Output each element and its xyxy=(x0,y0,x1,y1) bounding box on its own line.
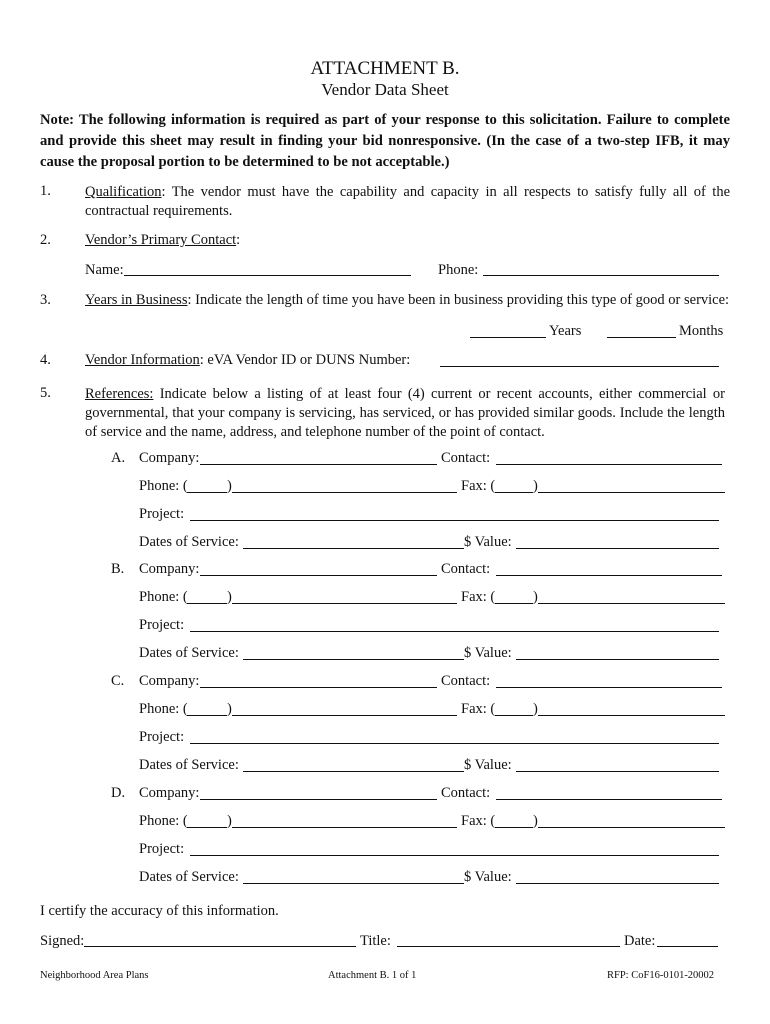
reference-letter: B. xyxy=(111,561,125,577)
company-label: Company: xyxy=(139,785,200,801)
dates-field[interactable] xyxy=(243,659,464,660)
phone-paren: ) xyxy=(227,589,232,605)
phone-area-code-field[interactable] xyxy=(187,715,227,716)
years-label: Years xyxy=(549,323,582,339)
fax-field[interactable] xyxy=(538,827,725,828)
project-field[interactable] xyxy=(190,743,719,744)
item-2-paragraph: Vendor’s Primary Contact: xyxy=(85,232,241,248)
company-label: Company: xyxy=(139,673,200,689)
value-label: $ Value: xyxy=(464,757,512,773)
contact-phone-field[interactable] xyxy=(483,275,719,276)
note-paragraph: Note: The following information is required as part of your response to this solicitation. Failure to complete and provide this sheet may result in finding your bid nonresponsive. (In the case of a two-step IFB, it may cause the proposal portion to be determined to be not acceptable.) xyxy=(40,112,730,170)
phone-area-code-field[interactable] xyxy=(187,492,227,493)
project-label: Project: xyxy=(139,617,185,633)
item-1-text: : The vendor must have the capability and capacity in all respects to satisfy fully all of the contractual requirements. xyxy=(85,184,730,219)
value-label: $ Value: xyxy=(464,869,512,885)
value-label: $ Value: xyxy=(464,534,512,550)
reference-letter: A. xyxy=(111,450,126,466)
contact-field[interactable] xyxy=(496,687,722,688)
item-4-heading: Vendor Information xyxy=(85,352,200,368)
project-label: Project: xyxy=(139,729,185,745)
fax-field[interactable] xyxy=(538,715,725,716)
phone-area-code-field[interactable] xyxy=(187,603,227,604)
company-field[interactable] xyxy=(200,464,437,465)
phone-field[interactable] xyxy=(232,492,457,493)
company-field[interactable] xyxy=(200,575,437,576)
phone-paren: ) xyxy=(227,701,232,717)
item-1-heading: Qualification xyxy=(85,184,162,200)
contact-name-field[interactable] xyxy=(124,275,411,276)
contact-label: Contact: xyxy=(441,561,491,577)
contact-phone-label: Phone: xyxy=(438,262,479,278)
phone-label: Phone: ( xyxy=(139,478,188,494)
contact-field[interactable] xyxy=(496,799,722,800)
value-field[interactable] xyxy=(516,771,719,772)
footer-page-number: Attachment B. 1 of 1 xyxy=(328,970,417,981)
contact-label: Contact: xyxy=(441,673,491,689)
page-title: ATTACHMENT B. xyxy=(310,58,460,79)
years-field[interactable] xyxy=(470,337,546,338)
phone-field[interactable] xyxy=(232,827,457,828)
phone-label: Phone: ( xyxy=(139,813,188,829)
fax-area-code-field[interactable] xyxy=(495,715,533,716)
item-5-paragraph: References: Indicate below a listing of at least four (4) current or recent accounts, either commercial or governmental, that your company is servicing, has serviced, or has provided similar goods. Include the length of service and the name, address, and telephone number of the point of contact. xyxy=(85,386,725,440)
months-field[interactable] xyxy=(607,337,676,338)
dates-field[interactable] xyxy=(243,548,464,549)
footer-left: Neighborhood Area Plans xyxy=(40,970,149,981)
item-4-paragraph: Vendor Information: eVA Vendor ID or DUNS Number: xyxy=(85,352,411,368)
dates-label: Dates of Service: xyxy=(139,757,239,773)
fax-paren: ) xyxy=(533,813,538,829)
date-field[interactable] xyxy=(657,946,718,947)
phone-field[interactable] xyxy=(232,715,457,716)
project-label: Project: xyxy=(139,506,185,522)
title-field[interactable] xyxy=(397,946,620,947)
fax-label: Fax: ( xyxy=(461,813,496,829)
vendor-id-field[interactable] xyxy=(440,366,719,367)
company-field[interactable] xyxy=(200,687,437,688)
item-3-number: 3. xyxy=(40,292,51,308)
certify-statement: I certify the accuracy of this information. xyxy=(40,903,279,919)
item-1-paragraph xyxy=(85,183,730,221)
fax-paren: ) xyxy=(533,589,538,605)
dates-label: Dates of Service: xyxy=(139,534,239,550)
dates-label: Dates of Service: xyxy=(139,645,239,661)
fax-paren: ) xyxy=(533,701,538,717)
project-field[interactable] xyxy=(190,631,719,632)
page-subtitle: Vendor Data Sheet xyxy=(321,80,449,99)
fax-label: Fax: ( xyxy=(461,589,496,605)
fax-area-code-field[interactable] xyxy=(495,492,533,493)
title-label: Title: xyxy=(360,933,391,949)
phone-label: Phone: ( xyxy=(139,589,188,605)
project-field[interactable] xyxy=(190,855,719,856)
fax-area-code-field[interactable] xyxy=(495,827,533,828)
contact-field[interactable] xyxy=(496,575,722,576)
phone-paren: ) xyxy=(227,478,232,494)
dates-field[interactable] xyxy=(243,771,464,772)
fax-label: Fax: ( xyxy=(461,478,496,494)
project-field[interactable] xyxy=(190,520,719,521)
months-label: Months xyxy=(679,323,724,339)
signature-field[interactable] xyxy=(84,946,356,947)
reference-letter: D. xyxy=(111,785,126,801)
fax-label: Fax: ( xyxy=(461,701,496,717)
signed-label: Signed: xyxy=(40,933,85,949)
phone-area-code-field[interactable] xyxy=(187,827,227,828)
fax-field[interactable] xyxy=(538,492,725,493)
item-2-number: 2. xyxy=(40,232,51,248)
fax-paren: ) xyxy=(533,478,538,494)
item-1-number: 1. xyxy=(40,183,51,199)
contact-label: Contact: xyxy=(441,450,491,466)
fax-field[interactable] xyxy=(538,603,725,604)
contact-name-label: Name: xyxy=(85,262,124,278)
item-5-number: 5. xyxy=(40,385,51,401)
contact-field[interactable] xyxy=(496,464,722,465)
item-4-number: 4. xyxy=(40,352,51,368)
item-3-heading: Years in Business xyxy=(85,292,188,308)
value-label: $ Value: xyxy=(464,645,512,661)
value-field[interactable] xyxy=(516,548,719,549)
value-field[interactable] xyxy=(516,659,719,660)
item-3-paragraph: Years in Business: Indicate the length of time you have been in business providing this type of good or service: xyxy=(85,292,730,308)
phone-label: Phone: ( xyxy=(139,701,188,717)
reference-letter: C. xyxy=(111,673,125,689)
footer-rfp-number: RFP: CoF16-0101-20002 xyxy=(607,970,715,981)
project-label: Project: xyxy=(139,841,185,857)
contact-label: Contact: xyxy=(441,785,491,801)
phone-field[interactable] xyxy=(232,603,457,604)
dates-field[interactable] xyxy=(243,883,464,884)
company-label: Company: xyxy=(139,450,200,466)
item-2-heading: Vendor’s Primary Contact xyxy=(85,232,237,248)
item-5-heading: References: xyxy=(85,386,154,402)
phone-paren: ) xyxy=(227,813,232,829)
value-field[interactable] xyxy=(516,883,719,884)
date-label: Date: xyxy=(624,933,656,949)
dates-label: Dates of Service: xyxy=(139,869,239,885)
company-label: Company: xyxy=(139,561,200,577)
fax-area-code-field[interactable] xyxy=(495,603,533,604)
company-field[interactable] xyxy=(200,799,437,800)
